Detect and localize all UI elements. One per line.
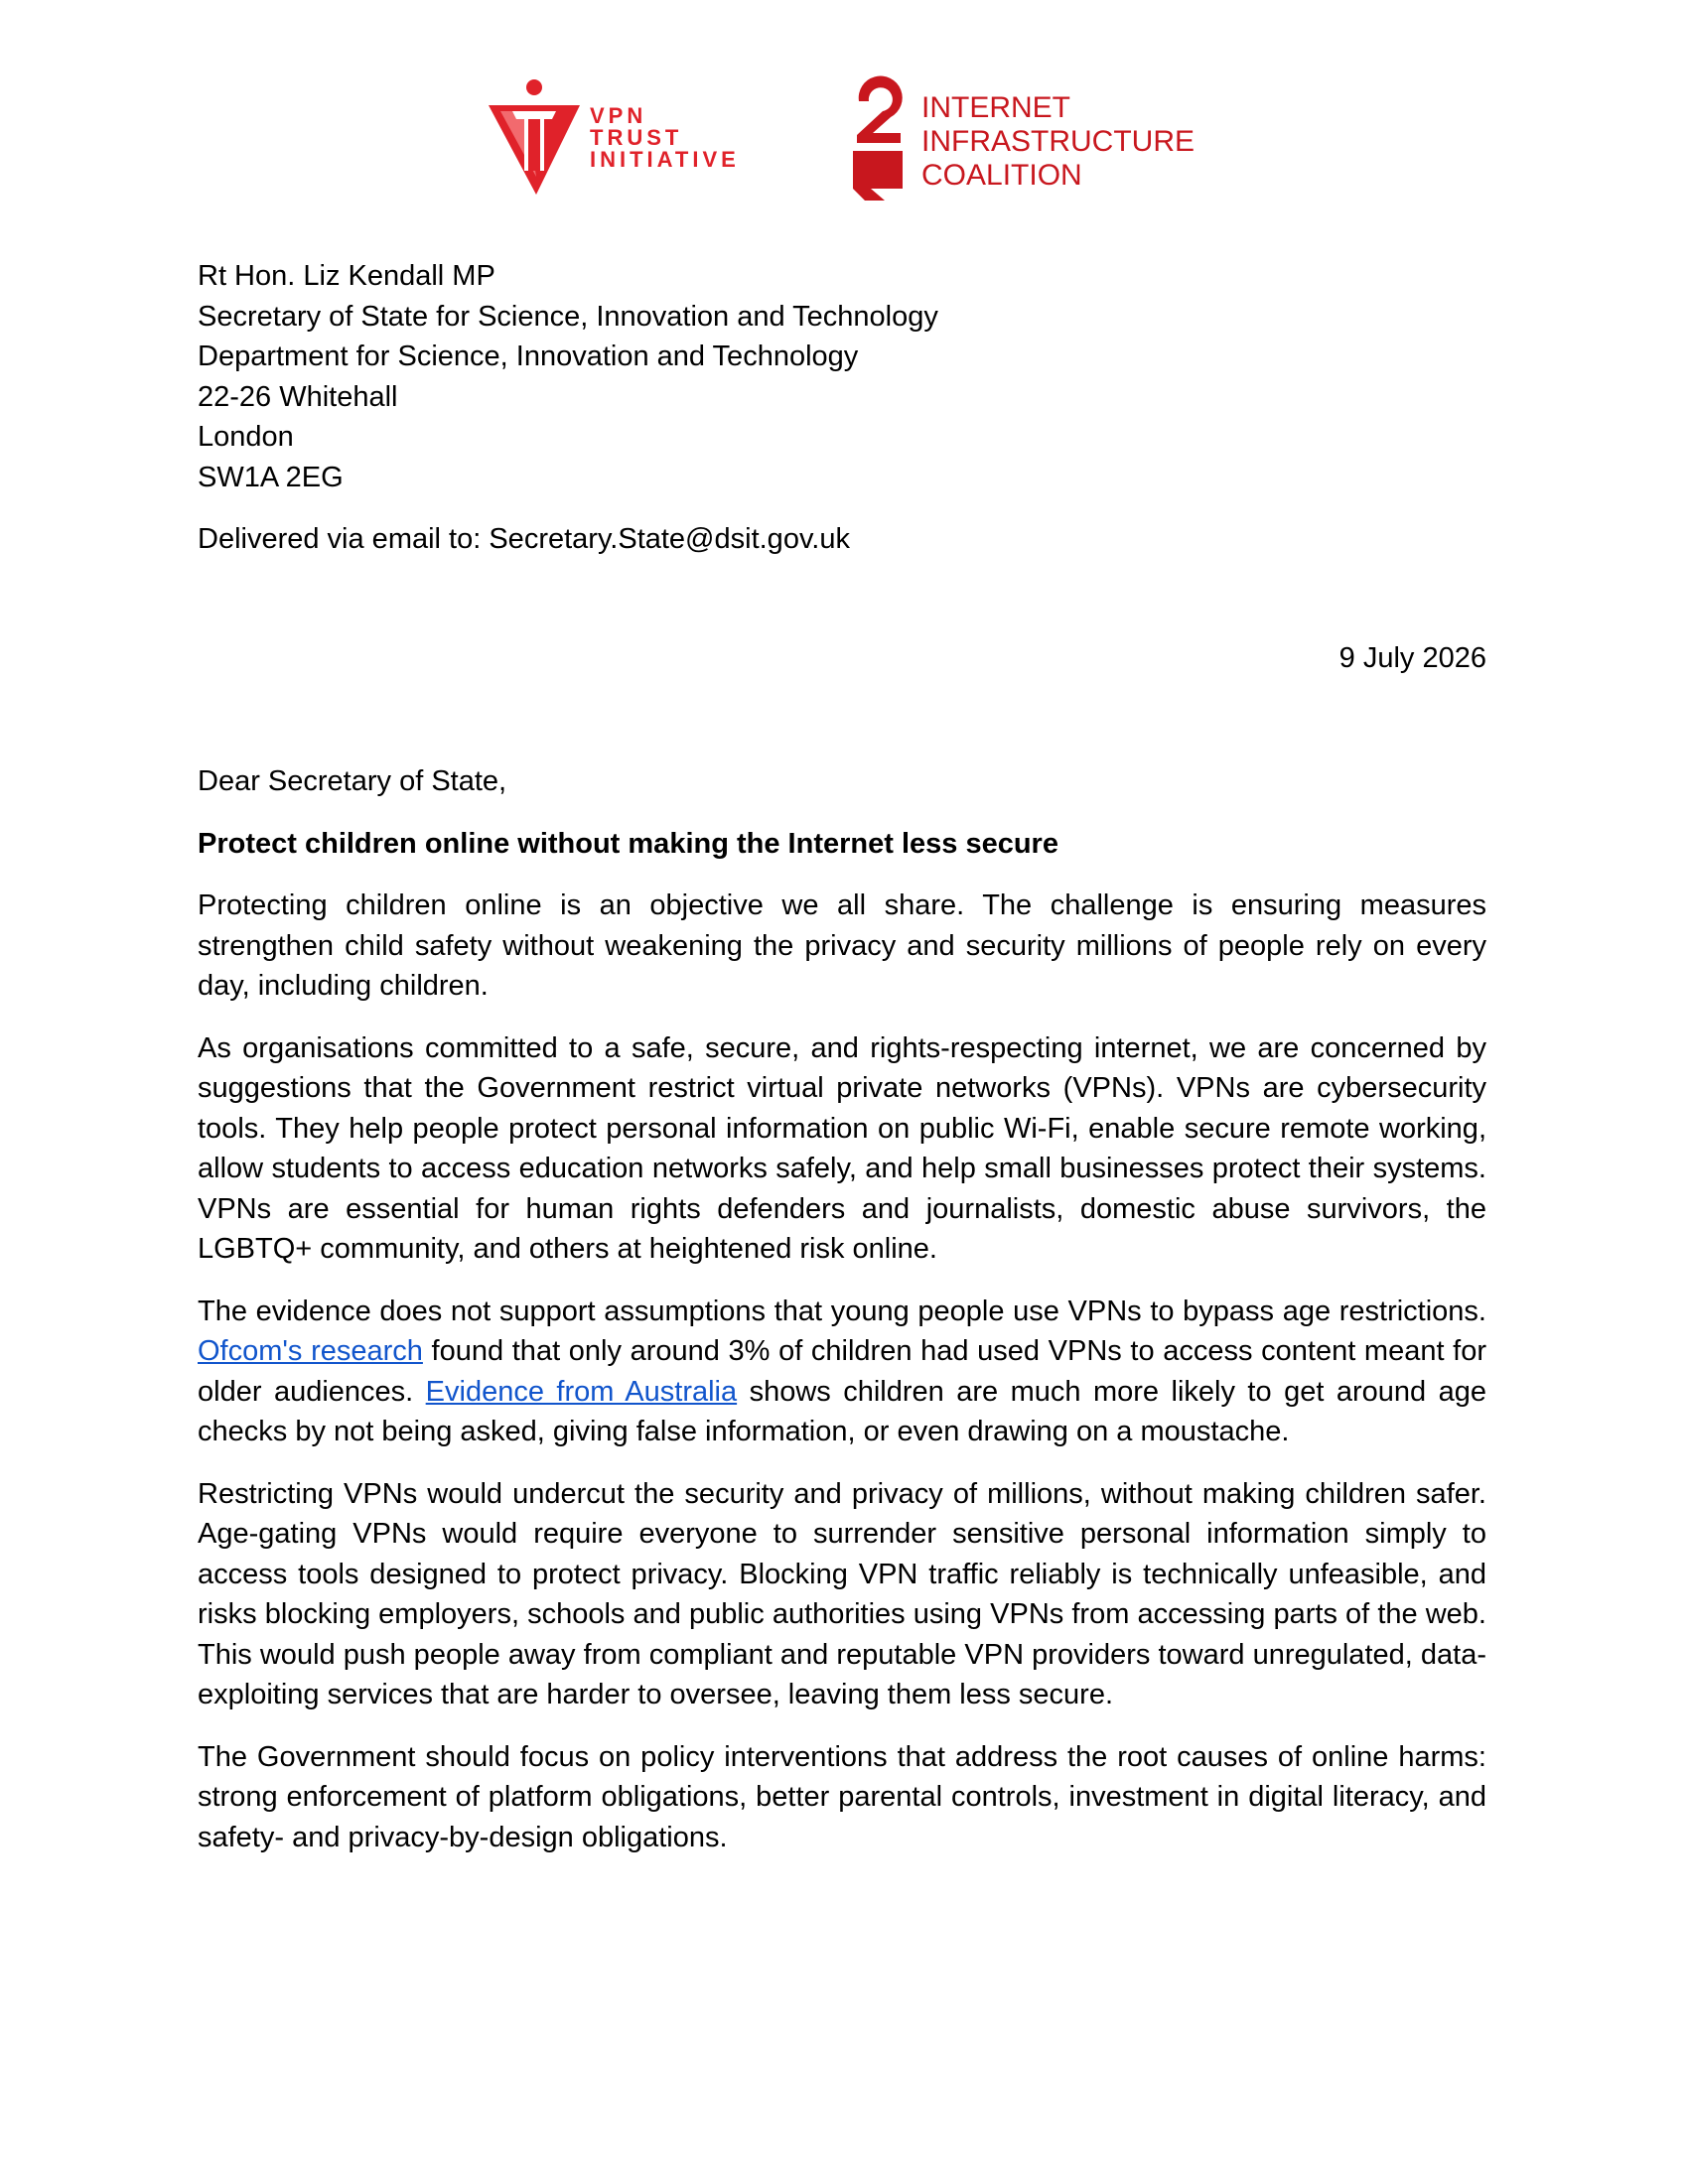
iic-line-2: INFRASTRUCTURE [921, 125, 1195, 158]
paragraph-3-text-c: shows children are much more likely to get around age checks by not being asked, giving false information, or even drawing on a moustache. [198, 1375, 1486, 1447]
internet-infrastructure-coalition-wordmark [921, 91, 1195, 193]
paragraph-2: As organisations committed to a safe, secure, and rights-respecting internet, we are concerned by suggestions that the Government restrict virtual private networks (VPNs). VPNs are cybersecurity tools. They help people protect personal information on public Wi-Fi, enable secure remote working, allow students to access education networks safely, and help small businesses protect their systems. VPNs are essential for human rights defenders and journalists, domestic abuse survivors, the LGBTQ+ community, and others at heightened risk online. [198, 1031, 1486, 1265]
paragraph-4: Restricting VPNs would undercut the security and privacy of millions, without making children safer. Age-gating VPNs would require everyone to surrender sensitive personal information simply to access tools designed to protect privacy. Blocking VPN traffic reliably is technically unfeasible, and risks blocking employers, schools and public authorities using VPNs from accessing parts of the web. This would push people away from compliant and reputable VPN providers toward unregulated, data-exploiting services that are harder to oversee, leaving them less secure. [198, 1477, 1486, 1710]
recipient-street: 22-26 Whitehall [198, 380, 398, 413]
recipient-address [198, 256, 1486, 497]
vpn-trust-initiative-wordmark [590, 105, 740, 171]
paragraph-3-text-b: found that only around 3% of children had used VPNs to access content meant for older audiences. [198, 1335, 1486, 1408]
salutation: Dear Secretary of State, [198, 765, 507, 797]
recipient-city: London [198, 421, 294, 453]
paragraph-3 [198, 1292, 1486, 1452]
evidence-australia-link[interactable]: Evidence from Australia [425, 1375, 738, 1408]
vti-line-1: VPN [590, 103, 647, 128]
recipient-title: Secretary of State for Science, Innovation and Technology [198, 300, 938, 333]
paragraph-1: Protecting children online is an objective we all share. The challenge is ensuring measures strengthen child safety without weakening the privacy and security millions of people rely on every day, including children. [198, 889, 1486, 1002]
letter-date: 9 July 2026 [1338, 641, 1486, 674]
vpn-trust-initiative-logo-mark [487, 77, 582, 197]
paragraph-3-text-a: The evidence does not support assumptions that young people use VPNs to bypass age restrictions. [198, 1295, 1486, 1327]
letter-body [198, 256, 1486, 1857]
recipient-name: Rt Hon. Liz Kendall MP [198, 260, 495, 292]
iic-line-3: COALITION [921, 159, 1082, 192]
letter-subject: Protect children online without making the Internet less secure [198, 827, 1058, 860]
delivery-note: Delivered via email to: Secretary.State@dsit.gov.uk [198, 523, 850, 555]
recipient-department: Department for Science, Innovation and Technology [198, 341, 859, 372]
vti-line-3: INITIATIVE [590, 147, 740, 172]
recipient-postcode: SW1A 2EG [198, 461, 344, 493]
letterhead-logos [0, 71, 1688, 210]
vti-line-2: TRUST [590, 125, 683, 150]
iic-line-1: INTERNET [921, 91, 1070, 124]
internet-infrastructure-coalition-logo-mark [849, 71, 909, 201]
paragraph-5: The Government should focus on policy interventions that address the root causes of online harms: strong enforcement of platform obligations, better parental controls, investment in digital literacy, and safety- and privacy-by-design obligations. [198, 1740, 1486, 1853]
ofcom-research-link[interactable]: Ofcom's research [198, 1335, 423, 1367]
